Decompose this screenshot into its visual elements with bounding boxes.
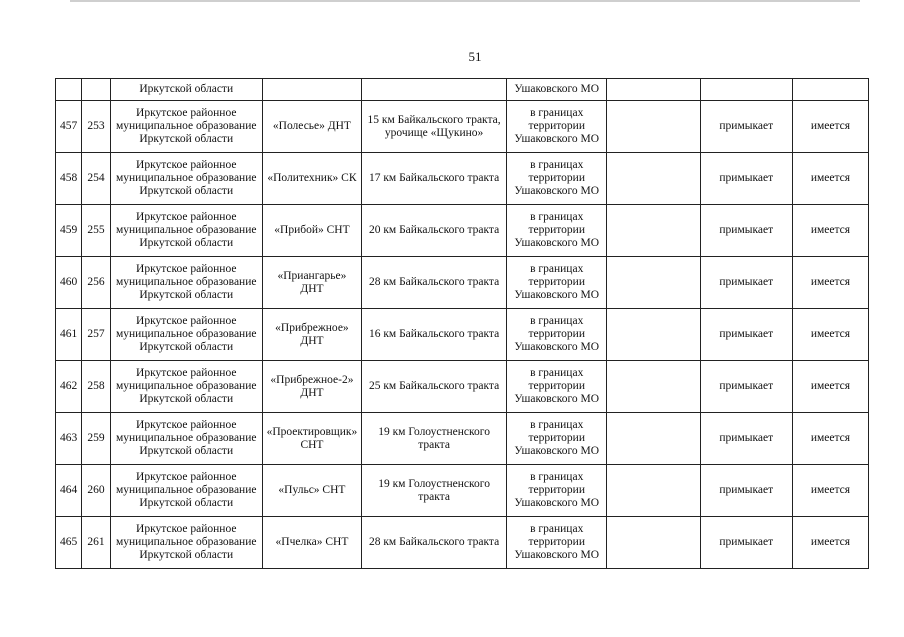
cell-mo: Иркутское районное муниципальное образование Иркутской области <box>110 205 262 257</box>
cell-availability: имеется <box>792 205 868 257</box>
cell-adjacency: примыкает <box>700 101 792 153</box>
cell-location: 16 км Байкальского тракта <box>362 309 507 361</box>
cell-mo: Иркутское районное муниципальное образование Иркутской области <box>110 517 262 569</box>
cell-bounds: в границах территории Ушаковского МО <box>507 153 607 205</box>
cell-mo: Иркутское районное муниципальное образование Иркутской области <box>110 361 262 413</box>
cell-name: «Прибрежное» ДНТ <box>262 309 361 361</box>
cell-col7 <box>607 153 700 205</box>
cell-num: 464 <box>56 465 82 517</box>
table-row <box>56 465 869 517</box>
cell-num: 460 <box>56 257 82 309</box>
cell-sub: 259 <box>82 413 110 465</box>
cell-num: 458 <box>56 153 82 205</box>
cell-adjacency: примыкает <box>700 309 792 361</box>
table-row <box>56 413 869 465</box>
cell-location: 25 км Байкальского тракта <box>362 361 507 413</box>
cell-num: 463 <box>56 413 82 465</box>
cell-name: «Прибой» СНТ <box>262 205 361 257</box>
cell-availability: имеется <box>792 153 868 205</box>
cell-bounds: Ушаковского МО <box>507 79 607 101</box>
cell-sub: 257 <box>82 309 110 361</box>
page-number: 51 <box>468 49 482 64</box>
cell-col7 <box>607 465 700 517</box>
cell-adjacency: примыкает <box>700 465 792 517</box>
cell-mo: Иркутское районное муниципальное образование Иркутской области <box>110 413 262 465</box>
cell-location: 28 км Байкальского тракта <box>362 257 507 309</box>
cell-location: 19 км Голоустненского тракта <box>362 465 507 517</box>
table-row <box>56 257 869 309</box>
cell-adjacency: примыкает <box>700 517 792 569</box>
cell-name: «Пульс» СНТ <box>262 465 361 517</box>
cell-bounds: в границах территории Ушаковского МО <box>507 517 607 569</box>
cell-bounds: в границах территории Ушаковского МО <box>507 101 607 153</box>
cell-availability: имеется <box>792 257 868 309</box>
cell-name: «Проектировщик» СНТ <box>262 413 361 465</box>
cell-availability: имеется <box>792 361 868 413</box>
table-row <box>56 101 869 153</box>
cell-num: 457 <box>56 101 82 153</box>
cell-availability <box>792 79 868 101</box>
cell-col7 <box>607 205 700 257</box>
cell-sub: 261 <box>82 517 110 569</box>
cell-num <box>56 79 82 101</box>
cell-availability: имеется <box>792 465 868 517</box>
cell-location <box>362 79 507 101</box>
cell-col7 <box>607 361 700 413</box>
cell-num: 462 <box>56 361 82 413</box>
cell-bounds: в границах территории Ушаковского МО <box>507 413 607 465</box>
cell-adjacency: примыкает <box>700 257 792 309</box>
cell-col7 <box>607 79 700 101</box>
cell-adjacency: примыкает <box>700 153 792 205</box>
cell-name: «Полесье» ДНТ <box>262 101 361 153</box>
cell-location: 17 км Байкальского тракта <box>362 153 507 205</box>
cell-availability: имеется <box>792 101 868 153</box>
cell-availability: имеется <box>792 309 868 361</box>
cell-mo: Иркутское районное муниципальное образование Иркутской области <box>110 101 262 153</box>
cell-sub <box>82 79 110 101</box>
registry-table <box>55 78 869 569</box>
table-row <box>56 361 869 413</box>
cell-num: 459 <box>56 205 82 257</box>
cell-name <box>262 79 361 101</box>
cell-mo: Иркутское районное муниципальное образование Иркутской области <box>110 465 262 517</box>
cell-col7 <box>607 257 700 309</box>
cell-sub: 255 <box>82 205 110 257</box>
table-row-continuation <box>56 79 869 101</box>
cell-bounds: в границах территории Ушаковского МО <box>507 257 607 309</box>
cell-bounds: в границах территории Ушаковского МО <box>507 361 607 413</box>
cell-mo: Иркутское районное муниципальное образование Иркутской области <box>110 257 262 309</box>
cell-num: 465 <box>56 517 82 569</box>
cell-sub: 256 <box>82 257 110 309</box>
cell-location: 15 км Байкальского тракта, урочище «Щукино» <box>362 101 507 153</box>
table-row <box>56 153 869 205</box>
cell-adjacency <box>700 79 792 101</box>
cell-bounds: в границах территории Ушаковского МО <box>507 465 607 517</box>
cell-bounds: в границах территории Ушаковского МО <box>507 309 607 361</box>
cell-adjacency: примыкает <box>700 205 792 257</box>
table-row <box>56 517 869 569</box>
cell-name: «Приангарье» ДНТ <box>262 257 361 309</box>
cell-location: 19 км Голоустненского тракта <box>362 413 507 465</box>
cell-col7 <box>607 413 700 465</box>
cell-num: 461 <box>56 309 82 361</box>
cell-availability: имеется <box>792 413 868 465</box>
cell-location: 20 км Байкальского тракта <box>362 205 507 257</box>
cell-name: «Пчелка» СНТ <box>262 517 361 569</box>
top-rule <box>70 0 860 2</box>
cell-mo: Иркутской области <box>110 79 262 101</box>
cell-name: «Прибрежное-2» ДНТ <box>262 361 361 413</box>
cell-mo: Иркутское районное муниципальное образование Иркутской области <box>110 153 262 205</box>
cell-sub: 254 <box>82 153 110 205</box>
cell-adjacency: примыкает <box>700 361 792 413</box>
cell-bounds: в границах территории Ушаковского МО <box>507 205 607 257</box>
cell-adjacency: примыкает <box>700 413 792 465</box>
table-body <box>56 79 869 569</box>
cell-col7 <box>607 309 700 361</box>
cell-col7 <box>607 517 700 569</box>
table-row <box>56 205 869 257</box>
cell-sub: 260 <box>82 465 110 517</box>
table-row <box>56 309 869 361</box>
cell-mo: Иркутское районное муниципальное образование Иркутской области <box>110 309 262 361</box>
cell-availability: имеется <box>792 517 868 569</box>
cell-sub: 258 <box>82 361 110 413</box>
cell-location: 28 км Байкальского тракта <box>362 517 507 569</box>
cell-col7 <box>607 101 700 153</box>
cell-sub: 253 <box>82 101 110 153</box>
cell-name: «Политехник» СК <box>262 153 361 205</box>
